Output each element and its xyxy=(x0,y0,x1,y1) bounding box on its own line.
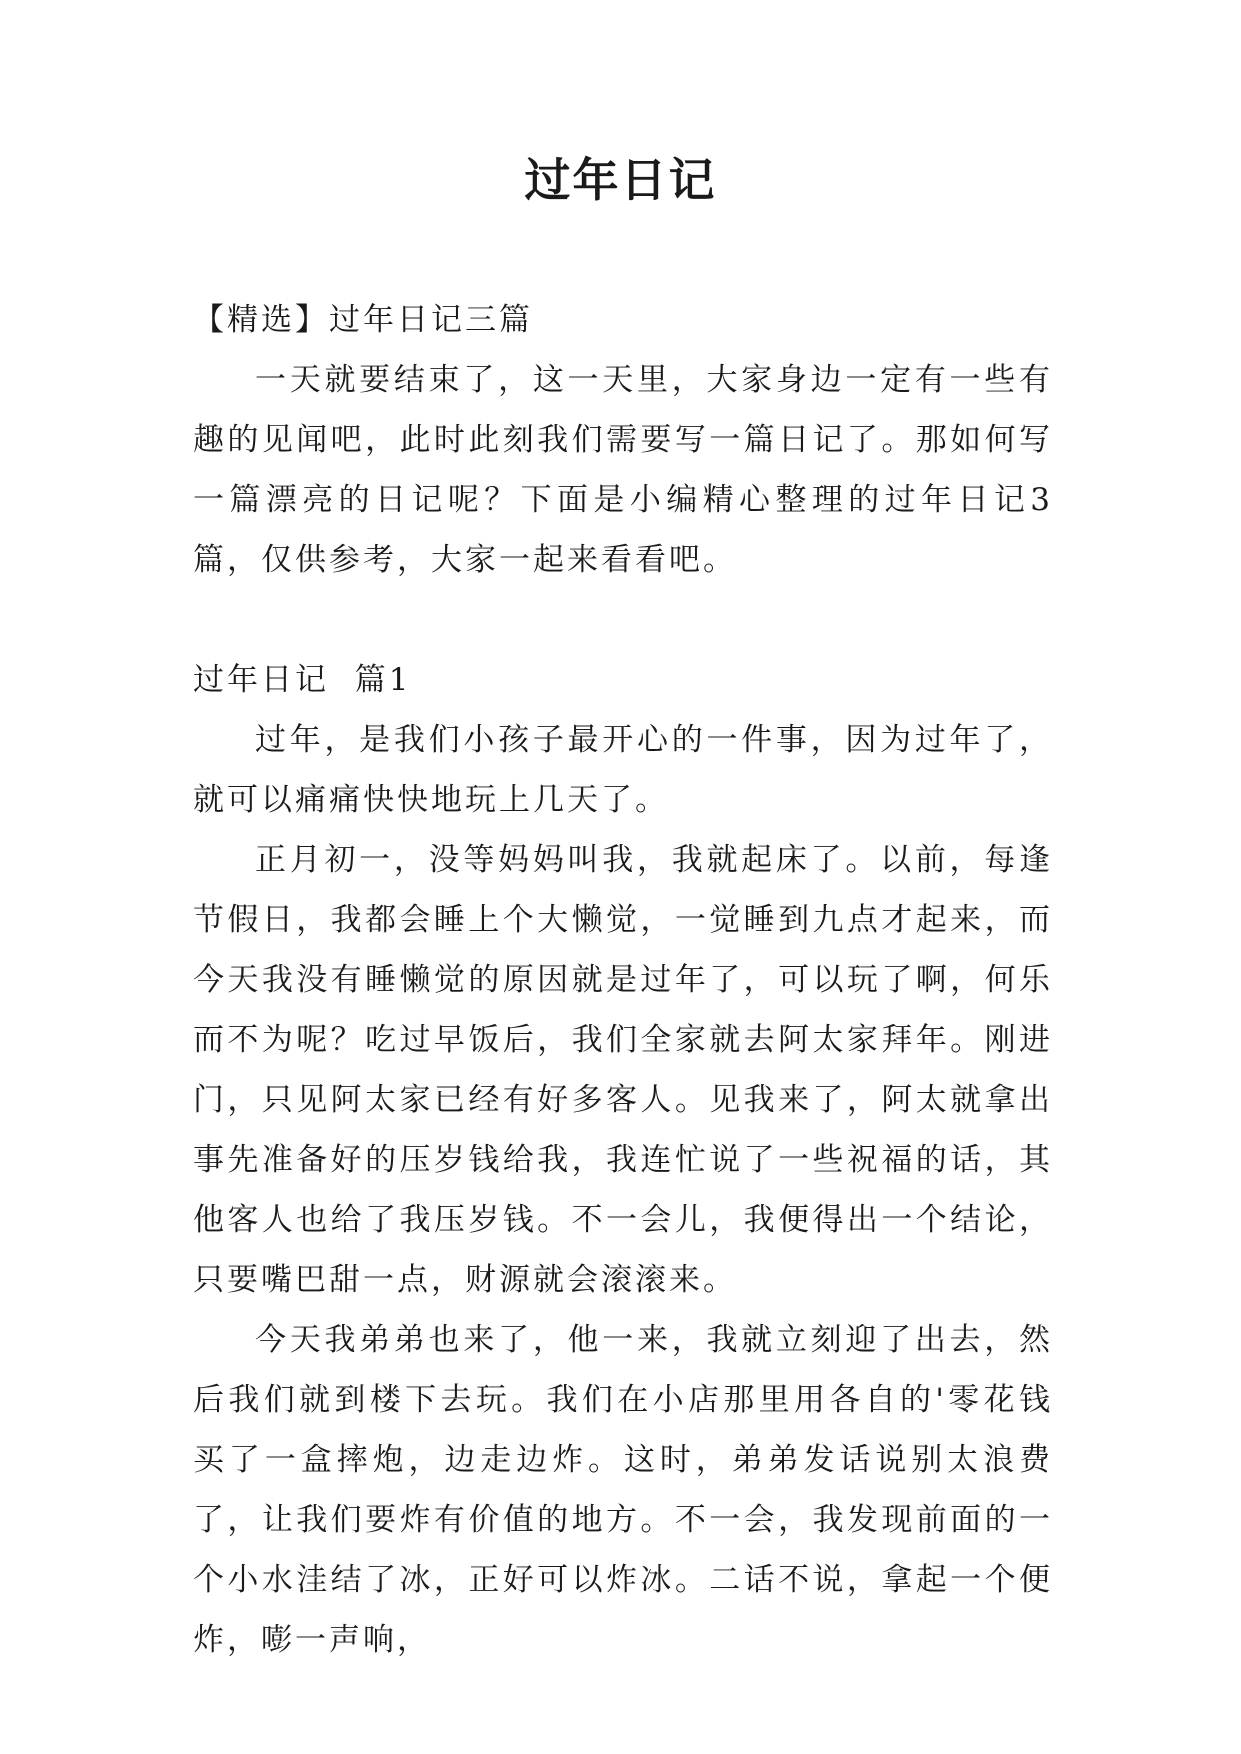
intro-paragraph: 一天就要结束了，这一天里，大家身边一定有一些有趣的见闻吧，此时此刻我们需要写一篇日记了。那如何写一篇漂亮的日记呢？下面是小编精心整理的过年日记3篇，仅供参考，大家一起来看看吧。 xyxy=(193,362,1053,578)
document-body xyxy=(193,290,1053,1670)
document-title: 过年日记 xyxy=(524,153,717,207)
body-paragraph: 过年，是我们小孩子最开心的一件事，因为过年了，就可以痛痛快快地玩上几天了。 xyxy=(193,722,1053,818)
body-paragraph: 今天我弟弟也来了，他一来，我就立刻迎了出去，然后我们就到楼下去玩。我们在小店那里用各自的'零花钱买了一盒摔炮，边走边炸。这时，弟弟发话说别太浪费了，让我们要炸有价值的地方。不一会，我发现前面的一个小水洼结了冰，正好可以炸冰。二话不说，拿起一个便炸，嘭一声响， xyxy=(193,1322,1053,1658)
section-spacer xyxy=(193,590,1053,650)
body-paragraph: 正月初一，没等妈妈叫我，我就起床了。以前，每逢节假日，我都会睡上个大懒觉，一觉睡到九点才起来，而今天我没有睡懒觉的原因就是过年了，可以玩了啊，何乐而不为呢？吃过早饭后，我们全家就去阿太家拜年。刚进门，只见阿太家已经有好多客人。见我来了，阿太就拿出事先准备好的压岁钱给我，我连忙说了一些祝福的话，其他客人也给了我压岁钱。不一会儿，我便得出一个结论，只要嘴巴甜一点，财源就会滚滚来。 xyxy=(193,842,1053,1298)
section-heading: 过年日记 篇1 xyxy=(193,662,412,698)
document-subtitle: 【精选】过年日记三篇 xyxy=(193,302,533,338)
